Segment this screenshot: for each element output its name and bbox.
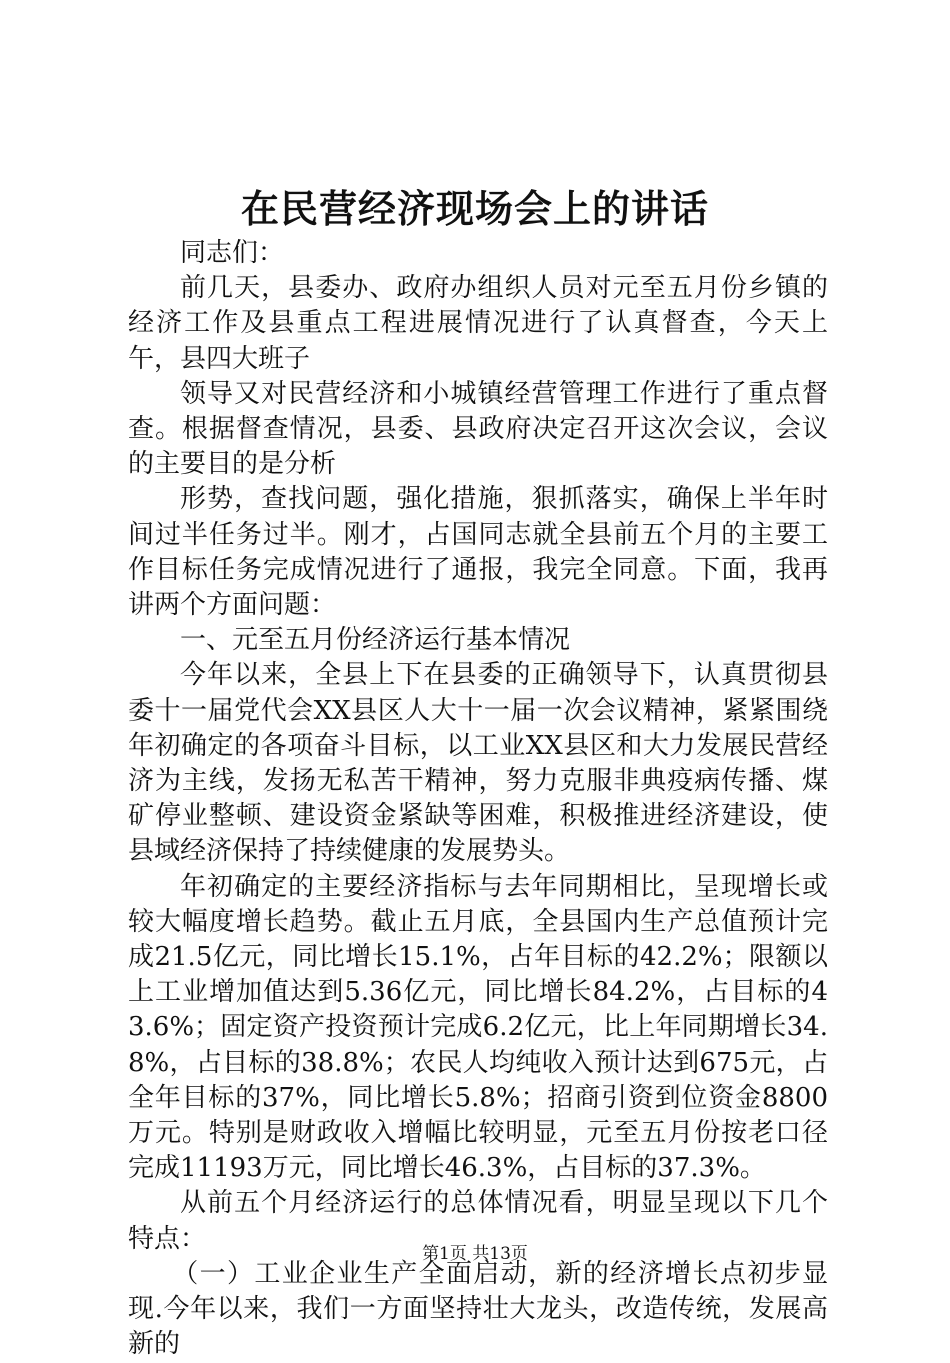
page-indicator: 第1页 共13页 [422,1244,528,1264]
body-paragraph: 领导又对民营经济和小城镇经营管理工作进行了重点督查。根据督查情况，县委、县政府决定召开这次会议，会议的主要目的是分析 [128,378,828,480]
document-body [128,236,828,1363]
subsection-paragraph: （一）工业企业生产全面启动，新的经济增长点初步显现.今年以来，我们一方面坚持壮大龙头，改造传统，发展高新的 [128,1258,828,1360]
body-paragraph: 年初确定的主要经济指标与去年同期相比，呈现增长或较大幅度增长趋势。截止五月底，全县国内生产总值预计完成21.5亿元，同比增长15.1%，占年目标的42.2%；限额以上工业增加值达到5.36亿元，同比增长84.2%，占目标的43.6%；固定资产投资预计完成6.2亿元，比上年同期增长34.8%，占目标的38.8%；农民人均纯收入预计达到675元，占全年目标的37%，同比增长5.8%；招商引资到位资金8800万元。特别是财政收入增幅比较明显，元至五月份按老口径完成11193万元，同比增长46.3%，占目标的37.3%。 [128,871,828,1184]
body-paragraph: 前几天，县委办、政府办组织人员对元至五月份乡镇的经济工作及县重点工程进展情况进行了认真督查，今天上午，县四大班子 [128,273,828,374]
document-title: 在民营经济现场会上的讲话 [240,186,709,231]
body-paragraph: 形势，查找问题，强化措施，狠抓落实，确保上半年时间过半任务过半。刚才，占国同志就全县前五个月的主要工作目标任务完成情况进行了通报，我完全同意。下面，我再讲两个方面问题： [128,484,828,621]
salutation-paragraph: 同志们： [180,238,285,268]
body-paragraph: 从前五个月经济运行的总体情况看，明显呈现以下几个特点： [128,1188,828,1254]
section-heading: 一、元至五月份经济运行基本情况 [180,625,571,656]
body-paragraph: 今年以来，全县上下在县委的正确领导下，认真贯彻县委十一届党代会XX县区人大十一届一次会议精神，紧紧围绕年初确定的各项奋斗目标，以工业XX县区和大力发展民营经济为主线，发扬无私苦干精神，努力克服非典疫病传播、煤矿停业整顿、建设资金紧缺等困难，积极推进经济建设，使县域经济保持了持续健康的发展势头。 [128,660,828,867]
